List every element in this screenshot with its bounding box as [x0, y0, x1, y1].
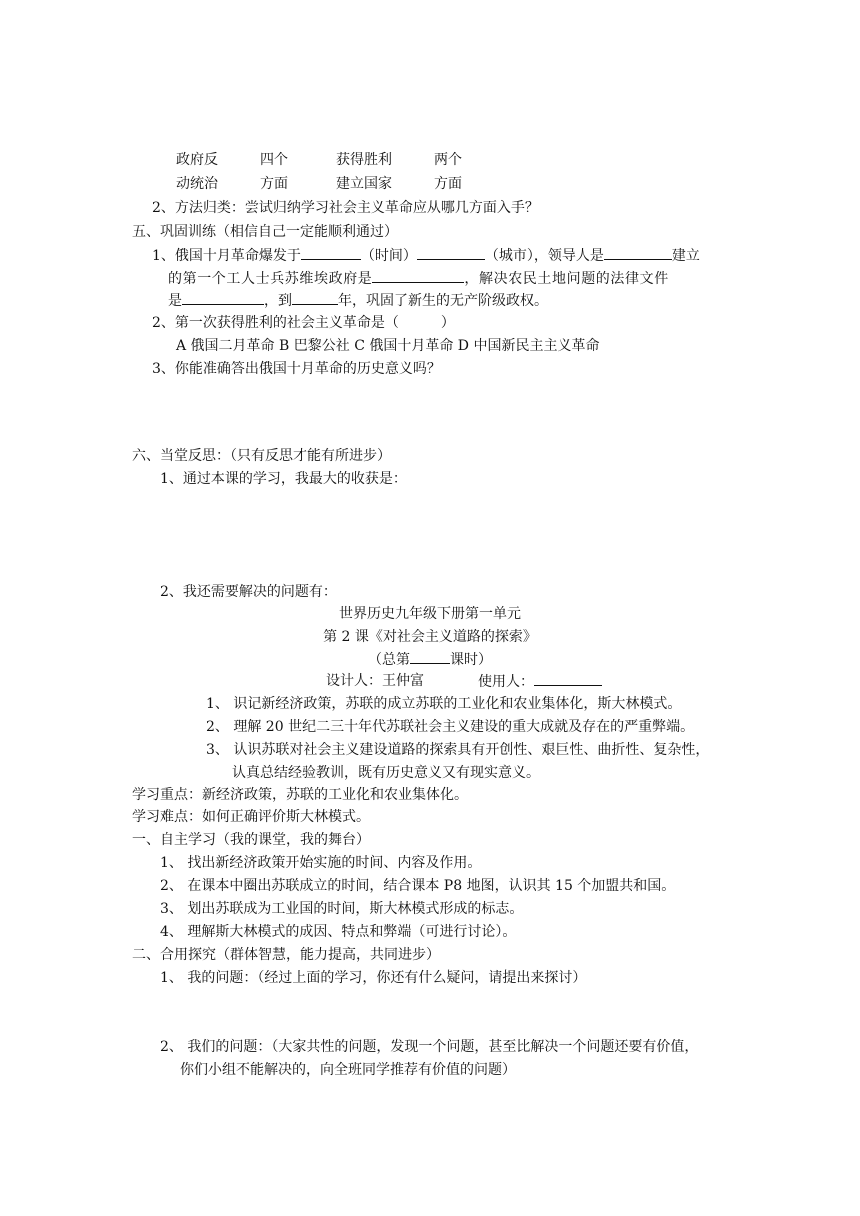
inquiry-item-2-continued: 你们小组不能解决的，向全班同学推荐有价值的问题） — [180, 1062, 516, 1078]
q1-text-f: ，解决农民土地问题的法律文件 — [464, 271, 669, 287]
lesson-count-prefix: （总第 — [368, 652, 410, 668]
section-1-title: 一、自主学习（我的课堂，我的舞台） — [132, 832, 370, 848]
self-study-item: 3、 划出苏联成为工业国的时间，斯大林模式形成的标志。 — [160, 901, 524, 917]
reflection-item-1: 1、通过本课的学习，我最大的收获是： — [160, 471, 407, 487]
lesson-count — [0, 649, 860, 670]
inquiry-item-1: 1、 我的问题：（经过上面的学习，你还有什么疑问，请提出来探讨） — [160, 970, 587, 986]
designer: 设计人：王仲富 — [326, 673, 424, 689]
q1-text-d: 建立 — [671, 248, 700, 264]
goal-item: 3、 认识苏联对社会主义建设道路的探索具有开创性、艰巨性、曲折性、复杂性， — [206, 742, 710, 758]
section-6-title: 六、当堂反思：（只有反思才能有所进步） — [132, 448, 391, 464]
q1-text-c: （城市），领导人是 — [484, 248, 604, 264]
blank-leader[interactable] — [604, 245, 672, 260]
table-cell: 动统治 — [176, 176, 218, 192]
self-study-item: 2、 在课本中圈出苏联成立的时间，结合课本 P8 地图，认识其 15 个加盟共和国。 — [160, 878, 676, 894]
blank-user[interactable] — [534, 671, 602, 686]
blank-government[interactable] — [372, 268, 464, 283]
method-question: 2、方法归类：尝试归纳学习社会主义革命应从哪几方面入手？ — [152, 200, 539, 216]
blank-city[interactable] — [417, 245, 485, 260]
q1-text-g: 是 — [168, 293, 182, 309]
reflection-item-2: 2、我还需要解决的问题有： — [160, 584, 337, 600]
blank-time[interactable] — [301, 245, 361, 260]
blank-lesson-count[interactable] — [410, 649, 450, 664]
table-cell: 四个 — [260, 152, 288, 168]
section-5-title: 五、巩固训练（相信自己一定能顺利通过） — [132, 224, 398, 240]
section-2-title: 二、合用探究（群体智慧，能力提高，共同进步） — [132, 947, 440, 963]
question-1-line-2 — [168, 268, 669, 289]
table-cell: 获得胜利 — [336, 152, 392, 168]
q1-text-e: 的第一个工人士兵苏维埃政府是 — [168, 271, 373, 287]
q1-text-i: 年，巩固了新生的无产阶级政权。 — [338, 293, 548, 309]
unit-title: 世界历史九年级下册第一单元 — [339, 606, 521, 622]
difficulty-point: 学习难点：如何正确评价斯大林模式。 — [132, 809, 370, 825]
table-cell: 建立国家 — [336, 176, 392, 192]
table-cell: 方面 — [434, 176, 462, 192]
question-2: 2、第一次获得胜利的社会主义革命是（ ） — [152, 315, 455, 331]
lesson-count-suffix: 课时） — [450, 652, 492, 668]
self-study-item: 4、 理解斯大林模式的成因、特点和弊端（可进行讨论）。 — [160, 924, 517, 940]
question-2-options: A 俄国二月革命 B 巴黎公社 C 俄国十月革命 D 中国新民主主义革命 — [176, 338, 600, 354]
blank-year[interactable] — [292, 290, 338, 305]
table-cell: 两个 — [434, 152, 462, 168]
q1-text-h: ，到 — [264, 293, 292, 309]
q1-text-b: （时间） — [360, 248, 417, 264]
table-cell: 政府反 — [176, 152, 218, 168]
inquiry-item-2: 2、 我们的问题：（大家共性的问题，发现一个问题，甚至比解决一个问题还要有价值， — [160, 1039, 699, 1055]
question-3: 3、你能准确答出俄国十月革命的历史意义吗？ — [152, 361, 441, 377]
blank-law[interactable] — [182, 290, 264, 305]
q1-text-a: 1、俄国十月革命爆发于 — [152, 248, 301, 264]
table-cell: 方面 — [260, 176, 288, 192]
self-study-item: 1、 找出新经济政策开始实施的时间、内容及作用。 — [160, 855, 482, 871]
goal-item: 1、 识记新经济政策，苏联的成立苏联的工业化和农业集体化，斯大林模式。 — [206, 696, 682, 712]
user-field — [478, 671, 602, 692]
lesson-title: 第 2 课《对社会主义道路的探索》 — [323, 629, 537, 645]
question-1-line-3 — [168, 290, 548, 311]
user-label: 使用人： — [478, 674, 534, 690]
goal-item: 2、 理解 20 世纪二三十年代苏联社会主义建设的重大成就及存在的严重弊端。 — [206, 719, 695, 735]
question-1-line-1 — [152, 245, 700, 266]
key-point: 学习重点：新经济政策，苏联的工业化和农业集体化。 — [132, 787, 468, 803]
goal-item-continued: 认真总结经验教训，既有历史意义又有现实意义。 — [232, 765, 540, 781]
